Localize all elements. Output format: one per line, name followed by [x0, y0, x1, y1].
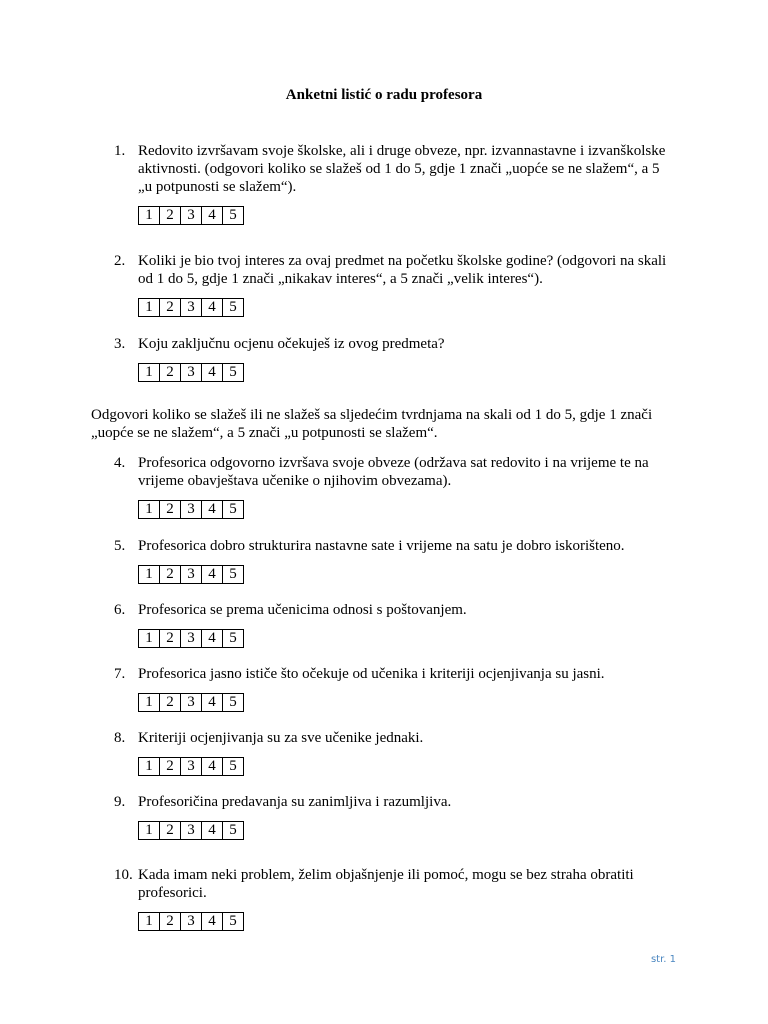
rating-option-3[interactable]: 3	[181, 566, 202, 584]
rating-scale	[138, 206, 244, 225]
rating-option-5[interactable]: 5	[223, 822, 244, 840]
rating-option-4[interactable]: 4	[202, 299, 223, 317]
question-text: Kriteriji ocjenjivanja su za sve učenike jednaki.	[138, 730, 424, 746]
rating-scale	[138, 565, 244, 584]
rating-option-4[interactable]: 4	[202, 758, 223, 776]
rating-option-3[interactable]: 3	[181, 694, 202, 712]
rating-option-4[interactable]: 4	[202, 501, 223, 519]
rating-option-2[interactable]: 2	[160, 364, 181, 382]
rating-option-5[interactable]: 5	[223, 207, 244, 225]
rating-option-2[interactable]: 2	[160, 566, 181, 584]
rating-scale	[138, 821, 244, 840]
rating-scale	[138, 693, 244, 712]
question-number: 10.	[114, 867, 133, 883]
rating-option-4[interactable]: 4	[202, 822, 223, 840]
question-number: 3.	[114, 336, 126, 352]
instructions-paragraph: Odgovori koliko se slažeš ili ne slažeš sa sljedećim tvrdnjama na skali od 1 do 5, gdje 1 znači „uopće se ne slažem“, a 5 znači „u potpunosti se slažem“.	[91, 407, 653, 441]
rating-option-1[interactable]: 1	[139, 364, 160, 382]
question-number: 2.	[114, 253, 126, 269]
page-title: Anketni listić o radu profesora	[285, 87, 483, 103]
rating-option-5[interactable]: 5	[223, 630, 244, 648]
question-text: Kada imam neki problem, želim objašnjenje ili pomoć, mogu se bez straha obratiti profesorici.	[138, 867, 634, 901]
question-6	[114, 601, 674, 648]
question-number: 1.	[114, 143, 126, 159]
question-text: Profesorica odgovorno izvršava svoje obveze (održava sat redovito i na vrijeme te na vrijeme obavještava učenike o njihovim obvezama).	[138, 455, 649, 489]
rating-option-5[interactable]: 5	[223, 364, 244, 382]
rating-option-5[interactable]: 5	[223, 758, 244, 776]
rating-option-5[interactable]: 5	[223, 299, 244, 317]
rating-option-3[interactable]: 3	[181, 758, 202, 776]
question-5	[114, 537, 674, 584]
question-1	[114, 142, 674, 225]
rating-option-5[interactable]: 5	[223, 566, 244, 584]
rating-option-1[interactable]: 1	[139, 758, 160, 776]
rating-option-3[interactable]: 3	[181, 501, 202, 519]
rating-option-1[interactable]: 1	[139, 913, 160, 931]
question-text: Redovito izvršavam svoje školske, ali i druge obveze, npr. izvannastavne i izvanškolske aktivnosti. (odgovori koliko se slažeš od 1 do 5, gdje 1 znači „uopće se ne slažem“, a 5 „u potpunosti se slažem“).	[138, 143, 666, 195]
question-text: Profesorica se prema učenicima odnosi s poštovanjem.	[138, 602, 467, 618]
rating-option-4[interactable]: 4	[202, 630, 223, 648]
question-number: 5.	[114, 538, 126, 554]
rating-option-5[interactable]: 5	[223, 694, 244, 712]
rating-scale	[138, 912, 244, 931]
rating-option-3[interactable]: 3	[181, 299, 202, 317]
page-number: str. 1	[650, 954, 676, 965]
question-number: 4.	[114, 455, 126, 471]
rating-option-1[interactable]: 1	[139, 566, 160, 584]
rating-option-4[interactable]: 4	[202, 694, 223, 712]
question-7	[114, 665, 674, 712]
rating-option-1[interactable]: 1	[139, 299, 160, 317]
rating-option-2[interactable]: 2	[160, 913, 181, 931]
question-text: Koju zaključnu ocjenu očekuješ iz ovog predmeta?	[138, 336, 445, 352]
rating-option-1[interactable]: 1	[139, 501, 160, 519]
rating-option-2[interactable]: 2	[160, 758, 181, 776]
rating-option-1[interactable]: 1	[139, 630, 160, 648]
rating-option-2[interactable]: 2	[160, 694, 181, 712]
question-3	[114, 335, 674, 382]
rating-option-1[interactable]: 1	[139, 207, 160, 225]
rating-option-3[interactable]: 3	[181, 822, 202, 840]
question-number: 7.	[114, 666, 126, 682]
question-number: 6.	[114, 602, 126, 618]
question-text: Koliki je bio tvoj interes za ovaj predmet na početku školske godine? (odgovori na skali od 1 do 5, gdje 1 znači „nikakav interes“, a 5 znači „velik interes“).	[138, 253, 667, 287]
rating-option-2[interactable]: 2	[160, 630, 181, 648]
question-text: Profesorica dobro strukturira nastavne sate i vrijeme na satu je dobro iskorišteno.	[138, 538, 625, 554]
question-number: 8.	[114, 730, 126, 746]
rating-scale	[138, 363, 244, 382]
rating-option-1[interactable]: 1	[139, 694, 160, 712]
question-9	[114, 793, 674, 840]
question-text: Profesorica jasno ističe što očekuje od učenika i kriteriji ocjenjivanja su jasni.	[138, 666, 605, 682]
rating-option-3[interactable]: 3	[181, 207, 202, 225]
rating-scale	[138, 757, 244, 776]
rating-option-3[interactable]: 3	[181, 913, 202, 931]
question-text: Profesoričina predavanja su zanimljiva i razumljiva.	[138, 794, 452, 810]
question-8	[114, 729, 674, 776]
rating-option-4[interactable]: 4	[202, 207, 223, 225]
rating-option-1[interactable]: 1	[139, 822, 160, 840]
question-number: 9.	[114, 794, 126, 810]
rating-option-2[interactable]: 2	[160, 299, 181, 317]
rating-option-2[interactable]: 2	[160, 207, 181, 225]
question-10	[114, 866, 674, 931]
question-4	[114, 454, 674, 519]
rating-option-5[interactable]: 5	[223, 913, 244, 931]
rating-option-2[interactable]: 2	[160, 822, 181, 840]
rating-option-2[interactable]: 2	[160, 501, 181, 519]
rating-option-3[interactable]: 3	[181, 630, 202, 648]
rating-option-4[interactable]: 4	[202, 364, 223, 382]
rating-scale	[138, 629, 244, 648]
rating-scale	[138, 298, 244, 317]
rating-option-5[interactable]: 5	[223, 501, 244, 519]
question-2	[114, 252, 674, 317]
rating-option-3[interactable]: 3	[181, 364, 202, 382]
rating-option-4[interactable]: 4	[202, 913, 223, 931]
rating-scale	[138, 500, 244, 519]
rating-option-4[interactable]: 4	[202, 566, 223, 584]
